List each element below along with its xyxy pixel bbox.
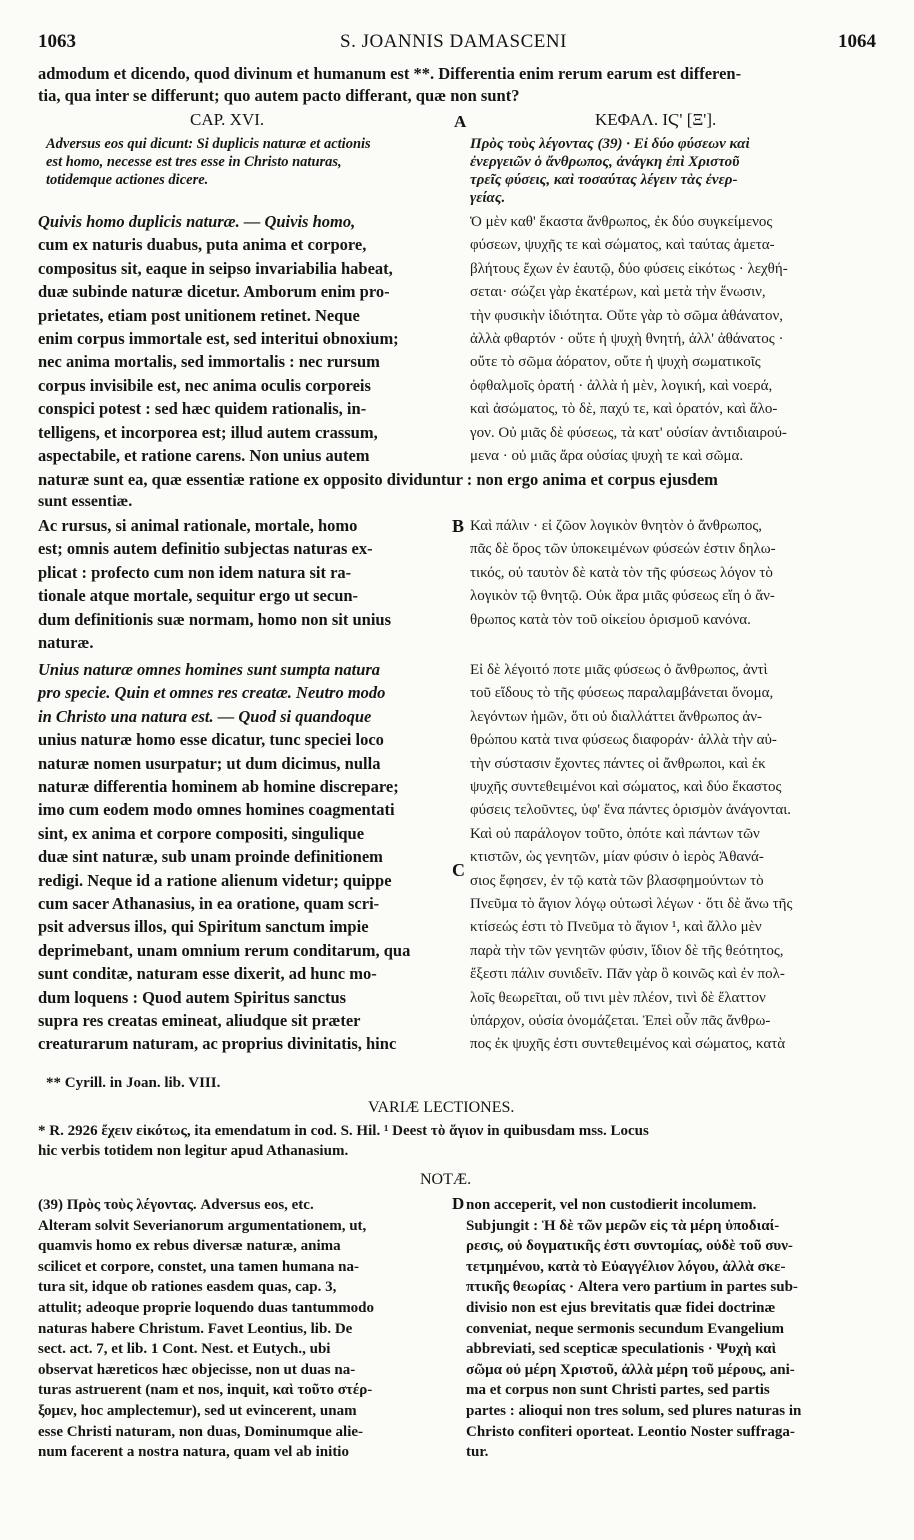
text-line: duæ subinde naturæ dicetur. Amborum enim pro-: [38, 282, 390, 302]
text-line: ξομεν, hoc amplectemur), sed ut evincerent, unam: [38, 1403, 357, 1419]
text-line: τικός, οὐ ταυτὸν δὲ κατὰ τὸν τῆς φύσεως λόγον τὸ: [470, 564, 773, 581]
text-line: Adversus eos qui dicunt: Si duplicis naturæ et actionis: [46, 136, 371, 152]
chapter-heading-latin: CAP. XVI.: [190, 110, 265, 129]
text-line: λεγόντων ἡμῶν, ὅτι οὐ διαλλάττει ἄνθρωπος ἀν-: [470, 708, 763, 725]
text-line: tura sit, idque ob rationes easdem quas, cap. 3,: [38, 1279, 337, 1296]
text-line: psit adversus illos, qui Spiritum sanctum impie: [38, 917, 369, 937]
text-line: in Christo una natura est. — Quod si quandoque: [38, 706, 372, 726]
text-line: conspici potest : sed hæc quidem rationalis, in-: [38, 399, 367, 419]
text-line: (39) Πρὸς τοὺς λέγοντας. Adversus eos, etc.: [38, 1197, 314, 1213]
text-line: Unius naturæ omnes homines sunt sumpta natura: [38, 660, 381, 679]
text-line: Πρὸς τοὺς λέγοντας (39) · Εἰ δύο φύσεων καὶ: [470, 136, 750, 152]
text-line: πος ἐκ ψυχῆς ἐστι συντεθειμένος καὶ σώματος, κατὰ: [470, 1036, 786, 1053]
text-line: τοῦ εἴδους τὸ τῆς φύσεως παραλαμβάνεται ὄνομα,: [470, 685, 774, 702]
latin-line: sunt essentiæ.: [38, 493, 133, 510]
text-line: Christo confiteri oporteat. Leontio Noster suffraga-: [466, 1423, 795, 1440]
text-line: τὴν φυσικὴν ἰδιότητα. Οὔτε γὰρ τὸ σῶμα ἀθάνατον,: [470, 307, 783, 324]
text-line: cum sacer Athanasius, in ea oratione, quam scri-: [38, 894, 380, 913]
text-line: λοῖς θεωρεῖται, οὔ τινι μὲν πλέον, τινὶ δὲ ἔλαττον: [470, 989, 766, 1006]
text-line: Quivis homo duplicis naturæ. — Quivis homo,: [38, 212, 356, 231]
text-line: σῶμα οὐ μέρη Χριστοῦ, ἀλλὰ μέρη τοῦ μέρους, ani-: [466, 1361, 795, 1378]
text-line: enim corpus immortale est, sed interitui obnoxium;: [38, 329, 399, 348]
text-line: attulit; adeoque proprie loquendo duas tantummodo: [38, 1300, 375, 1316]
text-line: μενα · οὐ μιᾶς ἄρα οὐσίας ψυχὴ τε καὶ σῶμα.: [470, 448, 744, 464]
text-line: Πνεῦμα τὸ ἅγιον λόγῳ οὑτωσὶ λέγων · ὅτι δὲ ἄνω τῆς: [470, 896, 793, 912]
text-line: imo cum eodem modo omnes homines coagmentati: [38, 800, 395, 820]
text-line: φύσεων, ψυχῆς τε καὶ σώματος, καὶ ταύτας ἀμετα-: [470, 237, 775, 254]
full-width-line: naturæ sunt ea, quæ essentiæ ratione ex opposito dividuntur : non ergo anima et corpus ejusdem: [38, 470, 718, 489]
text-line: num facerent a nostra natura, quam vel ab initio: [38, 1444, 349, 1461]
text-line: pro specie. Quin et omnes res creatæ. Neutro modo: [38, 683, 386, 703]
text-line: creaturarum naturam, ac proprius divinitatis, hinc: [38, 1034, 397, 1054]
text-line: ψυχῆς συντεθειμένοι καὶ σώματος, καὶ δύο ἕκαστος: [470, 779, 782, 795]
text-line: partes : alioqui non tres solum, sed plures naturas in: [466, 1403, 802, 1419]
margin-marker-c: C: [452, 860, 465, 880]
text-line: naturæ.: [38, 633, 94, 652]
text-line: σεται· σώζει γὰρ ἑκατέρων, καὶ μετὰ τὴν ἕνωσιν,: [470, 284, 766, 301]
text-line: compositus sit, eaque in seipso invariabilia habeat,: [38, 258, 393, 278]
text-line: κτίσεώς ἐστι τὸ Πνεῦμα τὸ ἅγιον ¹, καὶ ἄλλο μὲν: [470, 919, 762, 936]
running-title: S. JOANNIS DAMASCENI: [340, 31, 567, 52]
text-line: τετμημένου, κατὰ τὸ Εὐαγγέλιον λόγου, ἀλλὰ σκε-: [466, 1258, 786, 1275]
text-line: φύσεις τελοῦντες, ὑφ' ἕνα πάντες ὁρισμὸν ἀνάγονται.: [470, 802, 791, 819]
text-line: σιος ἔφησεν, ἐν τῷ κατὰ τῶν βλασφημούντων τὸ: [470, 872, 764, 889]
text-line: ma et corpus non sunt Christi partes, sed partis: [466, 1382, 770, 1399]
margin-marker-d: D: [452, 1194, 465, 1213]
text-line: Alteram solvit Severianorum argumentationem, ut,: [38, 1217, 367, 1234]
text-line: ὑπάρχον, οὐσία ὀνομάζεται. Ἐπεὶ οὖν πᾶς ἄνθρω-: [470, 1013, 771, 1029]
text-line: Ὁ μὲν καθ' ἕκαστα ἄνθρωπος, ἐκ δύο συγκείμενος: [470, 214, 773, 230]
text-line: naturas habere Christum. Favet Leontius, lib. De: [38, 1320, 353, 1337]
text-line: πτικῆς θεωρίας · Altera vero partium in partes sub-: [466, 1279, 798, 1296]
text-line: sunt conditæ, naturam esse dixerit, ad hunc mo-: [38, 964, 377, 984]
text-line: divisio non est ejus brevitatis quæ fidei doctrinæ: [466, 1300, 776, 1316]
text-line: Καὶ πάλιν · εἰ ζῶον λογικὸν θνητὸν ὁ ἄνθρωπος,: [470, 518, 763, 534]
variae-lectiones-heading: VARIÆ LECTIONES.: [368, 1099, 515, 1116]
text-line: abbreviati, sed scepticæ speculationis · Ψυχὴ καὶ: [466, 1341, 777, 1358]
text-line: Subjungit : Ἡ δὲ τῶν μερῶν εἰς τὰ μέρη ὑποδιαί-: [466, 1217, 780, 1234]
text-line: θρώπου κατὰ τινα φύσεως διαφοράν· ἀλλὰ τὴν αὐ-: [470, 732, 777, 749]
text-line: nec anima mortalis, sed immortalis : nec rursum: [38, 352, 380, 372]
text-line: γείας.: [470, 190, 506, 206]
text-line: οὔτε τὸ σῶμα ἀόρατον, οὔτε ἡ ψυχὴ σωματικοῖς: [470, 354, 761, 371]
text-line: sint, ex anima et corpore compositi, singulique: [38, 823, 365, 843]
text-line: Ac rursus, si animal rationale, mortale, homo: [38, 516, 358, 535]
text-line: tionale atque mortale, sequitur ergo ut secun-: [38, 586, 359, 606]
text-line: Εἰ δὲ λέγοιτό ποτε μιᾶς φύσεως ὁ ἄνθρωπος, ἀντὶ: [470, 662, 768, 678]
text-line: sect. act. 7, et lib. 1 Cont. Nest. et Eutych., ubi: [38, 1341, 331, 1358]
text-line: βλήτους ἔχων ἐν ἑαυτῷ, δύο φύσεις εἰκότως · λεχθή-: [470, 260, 788, 277]
margin-marker-b: B: [452, 516, 465, 536]
variant-reading-line: hic verbis totidem non legitur apud Athanasium.: [38, 1143, 349, 1159]
text-line: prietates, etiam post unitionem retinet. Neque: [38, 305, 360, 325]
text-line: naturæ differentia hominem ab homine discrepare;: [38, 777, 399, 796]
text-line: κτιστῶν, ὡς γενητῶν, μίαν φύσιν ὁ ἱερὸς Ἀθανά-: [470, 849, 764, 866]
text-line: unius naturæ homo esse dicatur, tunc speciei loco: [38, 730, 384, 750]
text-line: naturæ nomen usurpatur; ut dum dicimus, nulla: [38, 753, 381, 773]
text-line: λογικὸν τῷ θνητῷ. Οὐκ ἄρα μιᾶς φύσεως εἴη ὁ ἄν-: [470, 588, 775, 605]
text-line: ἐνεργειῶν ὁ ἄνθρωπος, ἀνάγκη ἐπὶ Χριστοῦ: [470, 154, 740, 170]
text-line: dum loquens : Quod autem Spiritus sanctus: [38, 987, 347, 1007]
text-line: non acceperit, vel non custodierit incolumem.: [466, 1197, 757, 1213]
text-line: ὀφθαλμοῖς ὁρατή · ἀλλὰ ἡ μὲν, λογική, καὶ νοερά,: [470, 377, 773, 394]
text-line: quamvis homo ex rebus diversæ naturæ, anima: [38, 1238, 341, 1255]
text-line: corpus invisibile est, nec anima oculis corporeis: [38, 375, 371, 395]
variant-reading-line: * R. 2926 ἔχειν εἰκότως, ita emendatum in cod. S. Hil. ¹ Deest τὸ ἅγιον in quibusdam mss. Locus: [38, 1123, 649, 1139]
text-line: γον. Οὐ μιᾶς δὲ φύσεως, τὰ κατ' οὐσίαν ἀντιδιαιρού-: [470, 424, 787, 441]
notae-heading: NOTÆ.: [420, 1171, 472, 1188]
chapter-heading-greek: ΚΕΦΑΛ. ΙϚ' [Ξ'].: [595, 110, 717, 129]
text-line: τρεῖς φύσεις, καὶ τοσαύτας λέγειν τὰς ἐνερ-: [470, 172, 738, 188]
text-line: deprimebant, unam omnium rerum conditarum, qua: [38, 940, 411, 960]
text-line: πᾶς δὲ ὅρος τῶν ὑποκειμένων φύσεών ἐστιν δηλω-: [470, 541, 776, 558]
text-line: telligens, et incorporea est; illud autem crassum,: [38, 422, 378, 442]
text-line: plicat : profecto cum non idem natura sit ra-: [38, 562, 352, 582]
text-line: duæ sint naturæ, sub unam proinde definitionem: [38, 847, 383, 867]
text-line: καὶ ἀσώματος, τὸ δὲ, παχύ τε, καὶ ὁρατόν, καὶ ἄλο-: [470, 401, 778, 418]
page-number-left: 1063: [38, 31, 76, 52]
text-line: tur.: [466, 1444, 489, 1461]
text-line: ρεσις, οὐ δογματικῆς ἐστι συντομίας, οὐδὲ τοῦ συν-: [466, 1238, 793, 1255]
text-line: ἀλλὰ φθαρτόν · οὔτε ἡ ψυχὴ θνητή, ἀλλ' ἀθάνατος ·: [470, 331, 784, 347]
text-line: observat hæreticos hæc objecisse, non ut duas na-: [38, 1361, 356, 1378]
text-line: ἔξεστι πάλιν συνιδεῖν. Πᾶν γὰρ ὃ κοινῶς καὶ ἐν πολ-: [470, 966, 785, 983]
text-line: supra res creatas emineat, aliudque sit præter: [38, 1011, 361, 1030]
text-line: παρὰ τὴν τῶν γενητῶν φύσιν, ἴδιον δὲ τῆς θεότητος,: [470, 942, 784, 959]
text-line: Καὶ οὐ παράλογον τοῦτο, ὁπότε καὶ πάντων τῶν: [470, 825, 760, 842]
text-line: est; omnis autem definitio subjectas naturas ex-: [38, 539, 373, 559]
footnote: ** Cyrill. in Joan. lib. VIII.: [46, 1075, 221, 1091]
text-line: est homo, necesse est tres esse in Christo naturas,: [46, 154, 342, 170]
text-line: conveniat, neque sermonis secundum Evangelium: [466, 1320, 784, 1337]
text-line: aspectabile, et ratione carens. Non unius autem: [38, 446, 370, 465]
margin-marker-a: A: [454, 112, 467, 131]
text-line: θρωπος κατὰ τὸν τοῦ οἰκείου ὁρισμοῦ κανόνα.: [470, 611, 751, 628]
text-line: scilicet et corpore, constet, una tamen humana na-: [38, 1258, 359, 1275]
intro-line: admodum et dicendo, quod divinum et humanum est **. Differentia enim rerum earum est differen-: [38, 64, 742, 83]
page-number-right: 1064: [838, 31, 876, 52]
text-line: esse Christi naturam, non duas, Dominumque alie-: [38, 1423, 364, 1440]
text-line: τὴν σύστασιν ἔχοντες πάντες οἱ ἄνθρωποι, καὶ ἐκ: [470, 755, 766, 772]
text-line: redigi. Neque id a ratione alienum videtur; quippe: [38, 870, 392, 890]
text-line: dum definitionis suæ normam, homo non sit unius: [38, 609, 392, 629]
text-line: totidemque actiones dicere.: [46, 172, 209, 188]
text-line: cum ex naturis duabus, puta anima et corpore,: [38, 235, 367, 255]
text-line: turas astruerent (nam et nos, inquit, καὶ τοῦτο στέρ-: [38, 1382, 373, 1399]
intro-line: tia, qua inter se differunt; quo autem pacto differant, quæ non sunt?: [38, 86, 520, 105]
